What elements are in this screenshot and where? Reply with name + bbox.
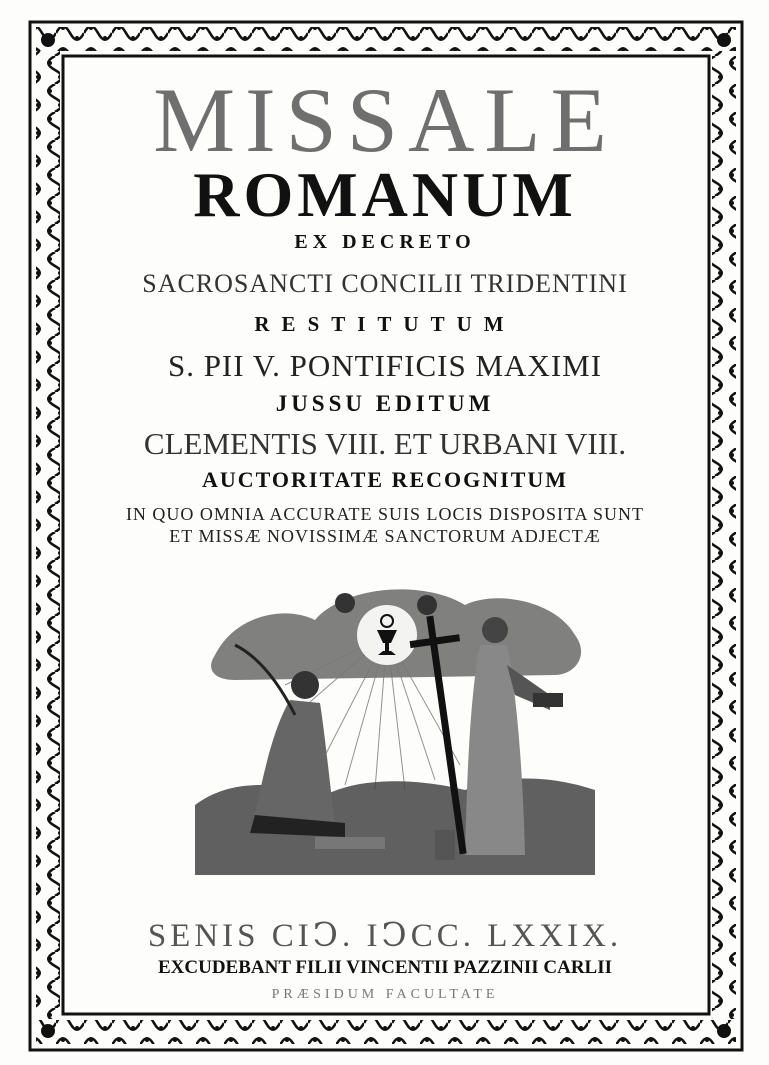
subtitle-ex-decreto: EX DECRETO — [294, 231, 476, 253]
title-romanum: ROMANUM — [193, 159, 577, 230]
subtitle-clementis: CLEMENTIS VIII. ET URBANI VIII. — [143, 426, 627, 461]
subtitle-auctoritate: AUCTORITATE RECOGNITUM — [201, 467, 569, 492]
subtitle-in-quo: IN QUO OMNIA ACCURATE SUIS LOCIS DISPOSITA SUNT — [125, 504, 645, 524]
imprint-printers: EXCUDEBANT FILII VINCENTII PAZZINII CARLII — [158, 957, 612, 978]
engraving-image — [195, 575, 595, 875]
subtitle-pii: S. PII V. PONTIFICIS MAXIMI — [167, 348, 603, 383]
subtitle-missae: ET MISSÆ NOVISSIMÆ SANCTORUM ADJECTÆ — [169, 526, 601, 546]
title-missale: MISSALE — [153, 69, 617, 171]
subtitle-concilii: SACROSANCTI CONCILII TRIDENTINI — [142, 269, 628, 298]
imprint-permission: PRÆSIDUM FACULTATE — [271, 987, 499, 1002]
imprint-place-date: SENIS CIↃ. IↃCC. LXXIX. — [147, 918, 623, 954]
subtitle-jussu: JUSSU EDITUM — [275, 391, 495, 416]
subtitle-restitutum: RESTITUTUM — [254, 312, 516, 336]
